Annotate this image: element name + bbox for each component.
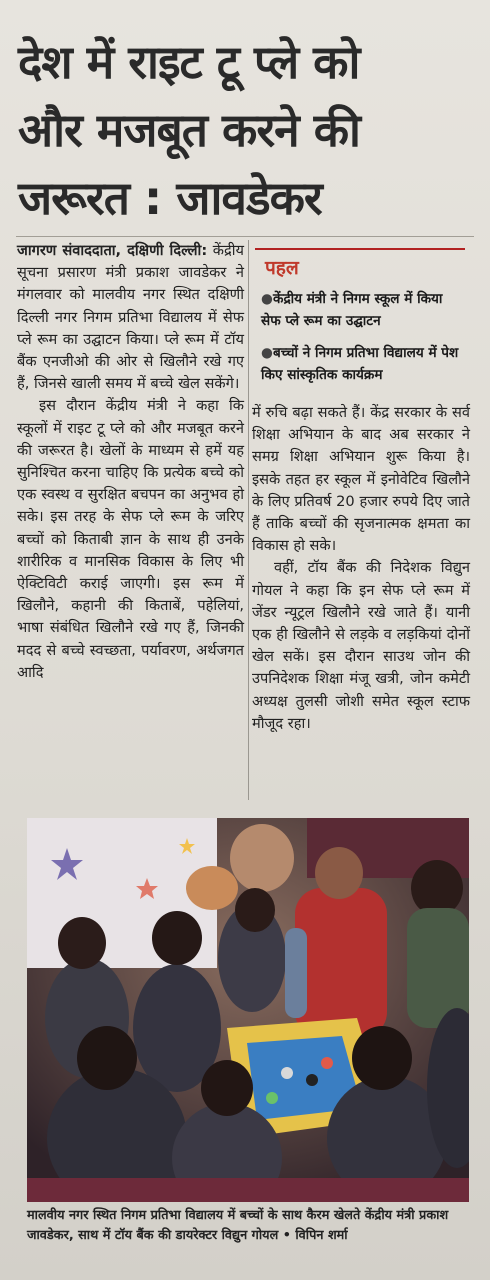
highlight-item (261, 288, 461, 332)
dateline: जागरण संवाददाता, दक्षिणी दिल्ली: (17, 242, 208, 259)
article-column-left (17, 240, 244, 684)
highlights-box (255, 248, 465, 392)
highlight-item-text: केंद्रीय मंत्री ने निगम स्कूल में किया सेफ प्ले रूम का उद्घाटन (261, 291, 443, 329)
photo-illustration (27, 818, 469, 1202)
headline-rule (16, 236, 474, 237)
article-paragraph-1 (17, 240, 244, 395)
article-paragraph-3: में रुचि बढ़ा सकते हैं। केंद्र सरकार के सर्व शिक्षा अभियान के बाद अब सरकार ने समग्र शिक्षा अभियान शुरू किया है। इसके तहत हर स्कूल में इनोवेटिव खिलौने के लिए प्रतिवर्ष 20 हजार रुपये दिए जाते हैं ताकि बच्चों की सृजनात्मक क्षमता का विकास हो सके। (252, 404, 470, 555)
highlight-item-text: बच्चों ने निगम प्रतिभा विद्यालय में पेश किए सांस्कृतिक कार्यक्रम (261, 345, 459, 383)
article-paragraph-4: वहीं, टॉय बैंक की निदेशक विद्युन गोयल ने कहा कि इन सेफ प्ले रूम में जेंडर न्यूट्रल खिलौने रखे जाते हैं। यानी एक ही खिलौने से लड़के व लड़कियां दोनों खेल सकें। इस दौरान साउथ जोन की उपनिदेशक शिक्षा मंजू खत्री, जोन कमेटी अध्यक्ष तुलसी जोशी समेत स्कूल स्टाफ मौजूद रहा। (252, 559, 470, 732)
bullet-icon: ● (261, 291, 273, 307)
column-divider (248, 240, 249, 800)
highlight-item (261, 342, 461, 386)
headline-line-2: और मजबूत करने की (18, 103, 360, 157)
headline-line-1: देश में राइट टू प्ले को (18, 35, 360, 89)
article-paragraph-1-text: केंद्रीय सूचना प्रसारण मंत्री प्रकाश जावडेकर ने मंगलवार को मालवीय नगर स्थित दक्षिणी दिल्ली नगर निगम प्रतिभा विद्यालय में सेफ प्ले रूम का उद्घाटन किया। प्ले रूम में टॉय बैंक एनजीओ की ओर से खिलौने रखे गए हैं, जिनसे खाली समय में बच्चे खेल सकेंगे। (17, 242, 244, 393)
photo-caption: मालवीय नगर स्थित निगम प्रतिभा विद्यालय में बच्चों के साथ कैरम खेलते केंद्रीय मंत्री प्रकाश जावडेकर, साथ में टॉय बैंक की डायरेक्टर विद्युन गोयल • विपिन शर्मा (27, 1208, 449, 1243)
headline (18, 28, 476, 232)
news-photo (27, 818, 469, 1202)
article-column-right (252, 402, 470, 735)
headline-line-3: जरूरत : जावडेकर (18, 171, 322, 225)
highlights-tag: पहल (265, 257, 299, 279)
article-paragraph-2: इस दौरान केंद्रीय मंत्री ने कहा कि स्कूलों में राइट टू प्ले को और मजबूत करने की जरूरत है। खेलों के माध्यम से हमें यह सुनिश्चित करना चाहिए कि प्रत्येक बच्चे को एक स्वस्थ व सुरक्षित बचपन का अनुभव हो सके। इस तरह के सेफ प्ले रूम के जरिए बच्चों को किताबी ज्ञान के साथ ही उनके शारीरिक व मानसिक विकास के लिए भी ऐक्टिविटी कराई जाएगी। इस रूम में खिलौने, कहानी की किताबें, पहेलियां, भाषा संबंधित खिलौने रखे गए हैं, जिनकी मदद से बच्चे स्वच्छता, पर्यावरण, अर्थजगत आदि (17, 397, 244, 681)
bullet-icon: ● (261, 345, 273, 361)
